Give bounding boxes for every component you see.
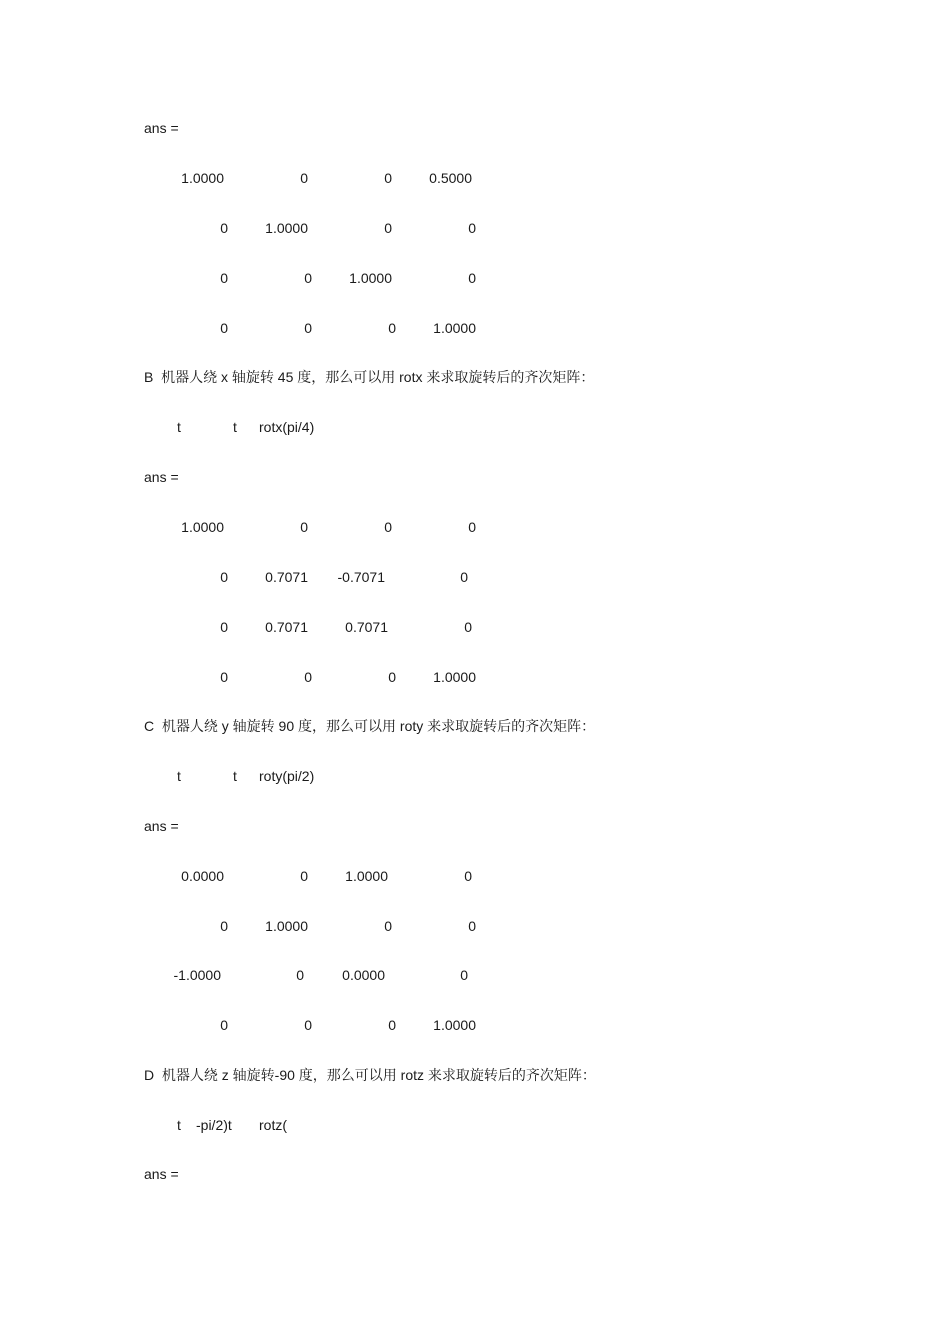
matrix-cell: 0	[468, 270, 476, 286]
matrix-cell: 0	[296, 967, 304, 983]
command-token: rotx(pi/4)	[259, 419, 315, 435]
matrix-cell: 0	[384, 918, 392, 934]
ans-label: ans =	[144, 120, 179, 136]
matrix-cell: 0	[460, 967, 468, 983]
matrix-cell: 0.7071	[345, 619, 388, 635]
matrix-cell: 0	[384, 170, 392, 186]
matrix-cell: 1.0000	[433, 320, 476, 336]
matrix-cell: 1.0000	[181, 170, 224, 186]
matrix-cell: 1.0000	[433, 669, 476, 685]
command-token: t	[233, 419, 237, 435]
matrix-cell: 0	[388, 320, 396, 336]
matrix-cell: 0.5000	[429, 170, 472, 186]
matrix-cell: 0	[468, 220, 476, 236]
matrix-cell: 1.0000	[181, 519, 224, 535]
matrix-cell: 0	[304, 1017, 312, 1033]
matrix-cell: 0	[304, 320, 312, 336]
matrix-cell: 0	[304, 270, 312, 286]
matrix-cell: 0	[220, 669, 228, 685]
matrix-cell: 0	[220, 918, 228, 934]
ans-label: ans =	[144, 818, 179, 834]
command-token: t	[233, 768, 237, 784]
matrix-cell: 0	[220, 320, 228, 336]
command-token: t	[177, 1117, 181, 1133]
matrix-cell: 0	[460, 569, 468, 585]
matrix-cell: 0	[304, 669, 312, 685]
ans-label: ans =	[144, 469, 179, 485]
matrix-cell: 0	[220, 270, 228, 286]
matrix-cell: 0	[220, 1017, 228, 1033]
matrix-cell: 0	[468, 918, 476, 934]
matrix-cell: 0	[300, 519, 308, 535]
command-token: t	[177, 768, 181, 784]
matrix-cell: 0	[220, 569, 228, 585]
section-heading-d: D 机器人绕 z 轴旋转-90 度，那么可以用 rotz 来求取旋转后的齐次矩阵：	[144, 1067, 596, 1083]
matrix-cell: 0	[300, 868, 308, 884]
matrix-cell: 0	[468, 519, 476, 535]
matrix-cell: 0.7071	[265, 619, 308, 635]
matrix-cell: 0	[384, 220, 392, 236]
matrix-cell: 0.0000	[342, 967, 385, 983]
matrix-cell: 1.0000	[433, 1017, 476, 1033]
section-heading-c: C 机器人绕 y 轴旋转 90 度，那么可以用 roty 来求取旋转后的齐次矩阵：	[144, 718, 596, 734]
section-heading-b: B 机器人绕 x 轴旋转 45 度，那么可以用 rotx 来求取旋转后的齐次矩阵：	[144, 369, 595, 385]
matrix-cell: 1.0000	[345, 868, 388, 884]
command-token: rotz(	[259, 1117, 287, 1133]
matrix-cell: 0	[220, 220, 228, 236]
matrix-cell: 0	[464, 619, 472, 635]
matrix-cell: 1.0000	[349, 270, 392, 286]
matrix-cell: 0	[388, 1017, 396, 1033]
matrix-cell: -1.0000	[173, 967, 221, 983]
matrix-cell: 1.0000	[265, 918, 308, 934]
matrix-cell: 0.0000	[181, 868, 224, 884]
command-token: t	[177, 419, 181, 435]
command-token: roty(pi/2)	[259, 768, 315, 784]
matrix-cell: 0	[464, 868, 472, 884]
matrix-cell: 0	[388, 669, 396, 685]
ans-label: ans =	[144, 1166, 179, 1182]
matrix-cell: 0	[384, 519, 392, 535]
command-token: -pi/2)t	[196, 1117, 232, 1133]
matrix-cell: 0	[300, 170, 308, 186]
matrix-cell: 0.7071	[265, 569, 308, 585]
matrix-cell: -0.7071	[337, 569, 385, 585]
matrix-cell: 0	[220, 619, 228, 635]
matrix-cell: 1.0000	[265, 220, 308, 236]
